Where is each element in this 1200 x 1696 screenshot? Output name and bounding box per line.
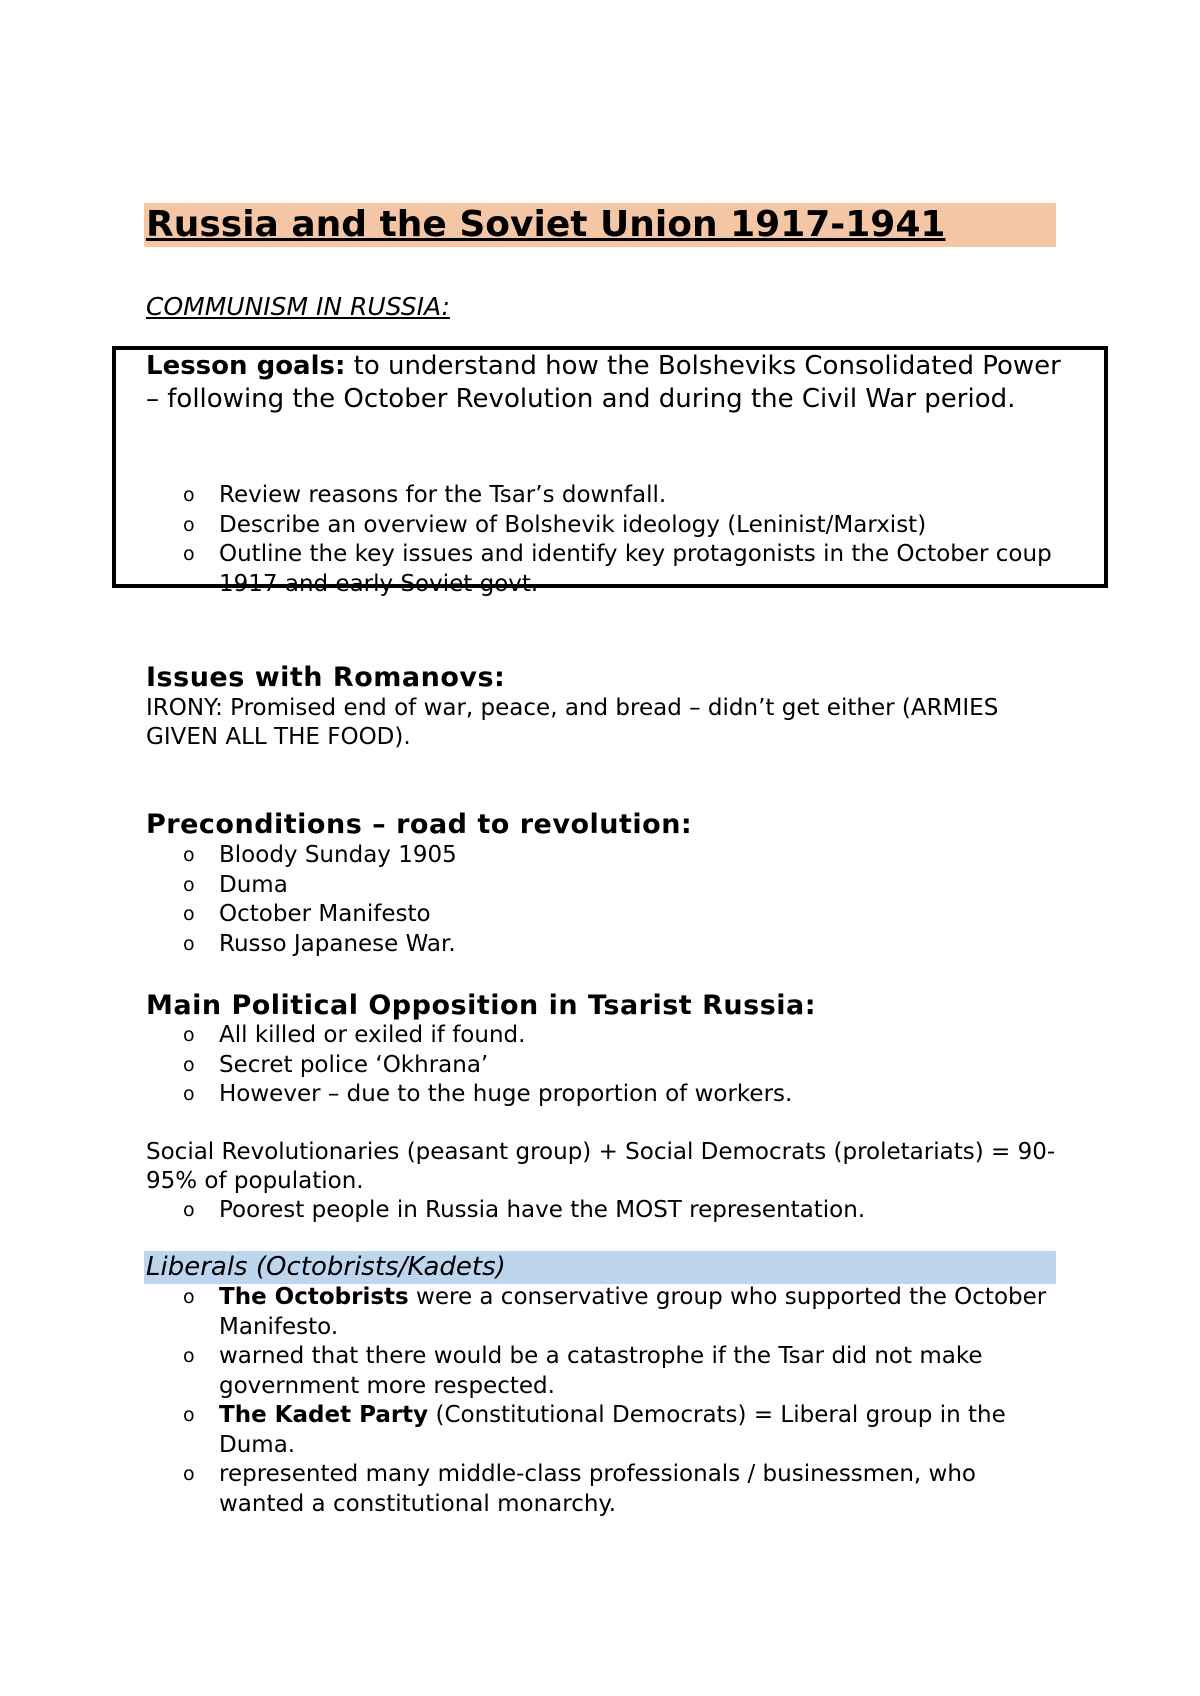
- list-item: o represented many middle-class professionals / businessmen, who wanted a constitutional monarchy.: [183, 1461, 977, 1517]
- document-title: Russia and the Soviet Union 1917-1941: [146, 204, 946, 245]
- romanovs-text: IRONY: Promised end of war, peace, and bread – didn’t get either (ARMIES GIVEN ALL THE FOOD).: [146, 695, 999, 750]
- opposition-paragraph: Social Revolutionaries (peasant group) + Social Democrats (proletariats) = 90-95% of population.: [146, 1139, 1056, 1194]
- liberals-list: [146, 1283, 1066, 1519]
- bullet-icon: o: [183, 844, 195, 866]
- list-item: o Duma: [146, 871, 1066, 901]
- opposition-list: [146, 1021, 1066, 1110]
- list-item: o Secret police ‘Okhrana’: [146, 1051, 1066, 1081]
- list-item: o Outline the key issues and identify key protagonists in the October coup 1917 and early Soviet govt.: [183, 541, 1052, 597]
- bullet-icon: o: [183, 1463, 195, 1485]
- lesson-goals-list: [146, 481, 1066, 599]
- bullet-icon: o: [183, 932, 195, 955]
- list-item: o All killed or exiled if found.: [146, 1021, 1066, 1051]
- bullet-icon: o: [183, 1404, 195, 1426]
- list-item: o Russo Japanese War.: [146, 930, 1066, 960]
- list-item: o Poorest people in Russia have the MOST representation.: [146, 1196, 1066, 1226]
- bullet-icon: o: [183, 1286, 195, 1308]
- list-item: o Describe an overview of Bolshevik ideology (Leninist/Marxist): [146, 511, 1066, 541]
- bullet-icon: o: [183, 1053, 195, 1076]
- bullet-icon: o: [183, 873, 195, 896]
- preconditions-heading: Preconditions – road to revolution:: [146, 809, 693, 840]
- opposition-list-2: [146, 1196, 1066, 1226]
- list-item: o The Kadet Party (Constitutional Democrats) = Liberal group in the Duma.: [183, 1402, 1006, 1458]
- section-subtitle: COMMUNISM IN RUSSIA:: [146, 292, 450, 321]
- list-item: o However – due to the huge proportion of workers.: [146, 1080, 1066, 1110]
- lesson-goals-text: to understand how the Bolsheviks Consolidated Power – following the October Revolution and during the Civil War period.: [146, 351, 1061, 414]
- bullet-icon: o: [183, 484, 195, 506]
- lesson-goals-label: Lesson goals:: [146, 351, 346, 381]
- preconditions-list: [146, 841, 1066, 959]
- bullet-icon: o: [183, 513, 195, 536]
- list-item: o The Octobrists were a conservative group who supported the October Manifesto.: [183, 1284, 1047, 1340]
- bullet-icon: o: [183, 543, 195, 565]
- list-item: o Review reasons for the Tsar’s downfall.: [146, 481, 1066, 511]
- opposition-heading: Main Political Opposition in Tsarist Russia:: [146, 990, 817, 1021]
- list-item: o Bloody Sunday 1905: [146, 841, 1066, 871]
- list-item: o October Manifesto: [146, 900, 1066, 930]
- bullet-icon: o: [183, 1345, 195, 1367]
- bullet-icon: o: [183, 1024, 195, 1046]
- bullet-icon: o: [183, 903, 195, 925]
- bullet-icon: o: [183, 1083, 195, 1105]
- bullet-icon: o: [183, 1199, 195, 1221]
- list-item: o warned that there would be a catastrophe if the Tsar did not make government more respected.: [183, 1343, 983, 1399]
- lesson-goals-intro: [146, 350, 1076, 416]
- romanovs-heading: Issues with Romanovs:: [146, 662, 506, 693]
- liberals-heading: Liberals (Octobrists/Kadets): [146, 1252, 506, 1282]
